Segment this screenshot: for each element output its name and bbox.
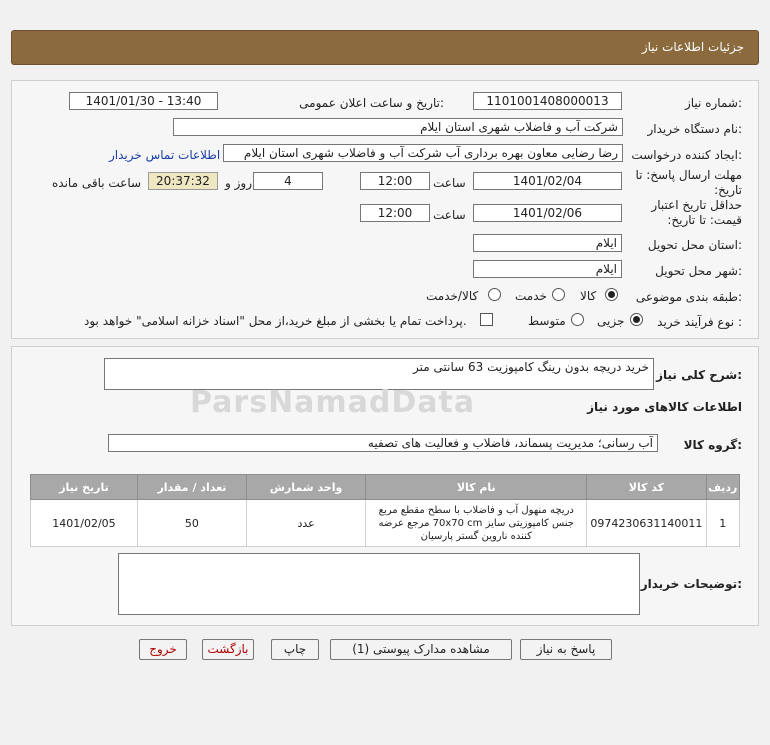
col-code-header: کد کالا	[587, 475, 706, 500]
process-minor-radio[interactable]	[630, 313, 643, 326]
deadline-time-label: ساعت	[433, 176, 466, 190]
remaining-label: ساعت باقی مانده	[52, 176, 142, 190]
creator-field: رضا رضایی معاون بهره برداری آب شرکت آب و فاضلاب شهری استان ایلام	[223, 144, 623, 162]
treasury-payment-note: پرداخت تمام یا بخشی از مبلغ خرید،از محل "اسناد خزانه اسلامی" خواهد بود.	[84, 314, 467, 328]
table-row	[31, 500, 740, 547]
province-label: استان محل تحویل:	[647, 238, 742, 252]
process-medium-radio[interactable]	[571, 313, 584, 326]
exit-button[interactable]: خروج	[139, 639, 187, 660]
city-field: ایلام	[473, 260, 622, 278]
deadline-date-field: 1401/02/04	[473, 172, 622, 190]
city-label: شهر محل تحویل:	[655, 264, 742, 278]
goods-table	[30, 474, 740, 547]
cell-date: 1401/02/05	[31, 500, 138, 547]
print-button[interactable]: چاپ	[271, 639, 319, 660]
cell-qty: 50	[137, 500, 246, 547]
goods-group-label: گروه کالا:	[683, 438, 742, 452]
summary-label: شرح کلی نیاز:	[656, 368, 742, 382]
process-minor-label: جزیی	[597, 314, 625, 328]
back-button[interactable]: بازگشت	[202, 639, 254, 660]
category-service-label: خدمت	[515, 289, 547, 303]
process-medium-label: متوسط	[528, 314, 566, 328]
goods-info-title: اطلاعات کالاهای مورد نیاز	[587, 400, 742, 414]
reply-button[interactable]: پاسخ به نیاز	[520, 639, 612, 660]
summary-field: خرید دریچه بدون رینگ کامپوزیت 63 سانتی متر	[104, 358, 654, 390]
contact-buyer-link[interactable]: اطلاعات تماس خریدار	[109, 148, 221, 162]
need-number-field: 1101001408000013	[473, 92, 622, 110]
col-row-header: ردیف	[706, 475, 739, 500]
col-name-header: نام کالا	[366, 475, 587, 500]
cell-row: 1	[706, 500, 739, 547]
page-header	[11, 30, 759, 65]
category-goods-label: کالا	[580, 289, 597, 303]
validity-label: حداقل تاریخ اعتبار قیمت: تا تاریخ:	[651, 198, 742, 227]
validity-time-field: 12:00	[360, 204, 430, 222]
category-goods-radio[interactable]	[605, 288, 618, 301]
cell-code: 0974230631140011	[587, 500, 706, 547]
col-qty-header: تعداد / مقدار	[137, 475, 246, 500]
category-service-radio[interactable]	[552, 288, 565, 301]
deadline-label: مهلت ارسال پاسخ: تا تاریخ:	[635, 168, 742, 197]
category-both-radio[interactable]	[488, 288, 501, 301]
category-label: طبقه بندی موضوعی:	[635, 290, 742, 304]
province-field: ایلام	[473, 234, 622, 252]
deadline-time-field: 12:00	[360, 172, 430, 190]
remaining-time-badge: 20:37:32	[148, 172, 218, 190]
process-label: نوع فرآیند خرید :	[657, 315, 742, 329]
category-both-label: کالا/خدمت	[426, 289, 479, 303]
watermark-text: ParsNamadData	[190, 385, 476, 420]
buyer-org-label: نام دستگاه خریدار:	[647, 122, 742, 136]
attachments-button[interactable]: مشاهده مدارک پیوستی (1)	[330, 639, 512, 660]
announce-field: 1401/01/30 - 13:40	[69, 92, 218, 110]
cell-unit: عدد	[246, 500, 365, 547]
days-field: 4	[253, 172, 323, 190]
cell-name: دریچه منهول آب و فاضلاب با سطح مقطع مربع جنس کامپوزیتی سایز 70x70 cm مرجع عرضه کننده ناروین گستر پارسیان	[366, 500, 587, 547]
page-title: جزئیات اطلاعات نیاز	[641, 40, 744, 54]
buyer-notes-label: توضیحات خریدار:	[640, 577, 742, 591]
goods-group-field: آب رسانی؛ مدیریت پسماند، فاضلاب و فعالیت های تصفیه	[108, 434, 658, 452]
days-label: روز و	[225, 176, 252, 190]
validity-date-field: 1401/02/06	[473, 204, 622, 222]
buyer-notes-field	[118, 553, 640, 615]
col-unit-header: واحد شمارش	[246, 475, 365, 500]
announce-label: تاریخ و ساعت اعلان عمومی:	[299, 96, 444, 110]
creator-label: ایجاد کننده درخواست:	[631, 148, 742, 162]
buyer-org-field: شرکت آب و فاضلاب شهری استان ایلام	[173, 118, 623, 136]
validity-time-label: ساعت	[433, 208, 466, 222]
treasury-payment-checkbox[interactable]	[480, 313, 493, 326]
col-date-header: تاریخ نیاز	[31, 475, 138, 500]
need-number-label: شماره نیاز:	[684, 96, 742, 110]
